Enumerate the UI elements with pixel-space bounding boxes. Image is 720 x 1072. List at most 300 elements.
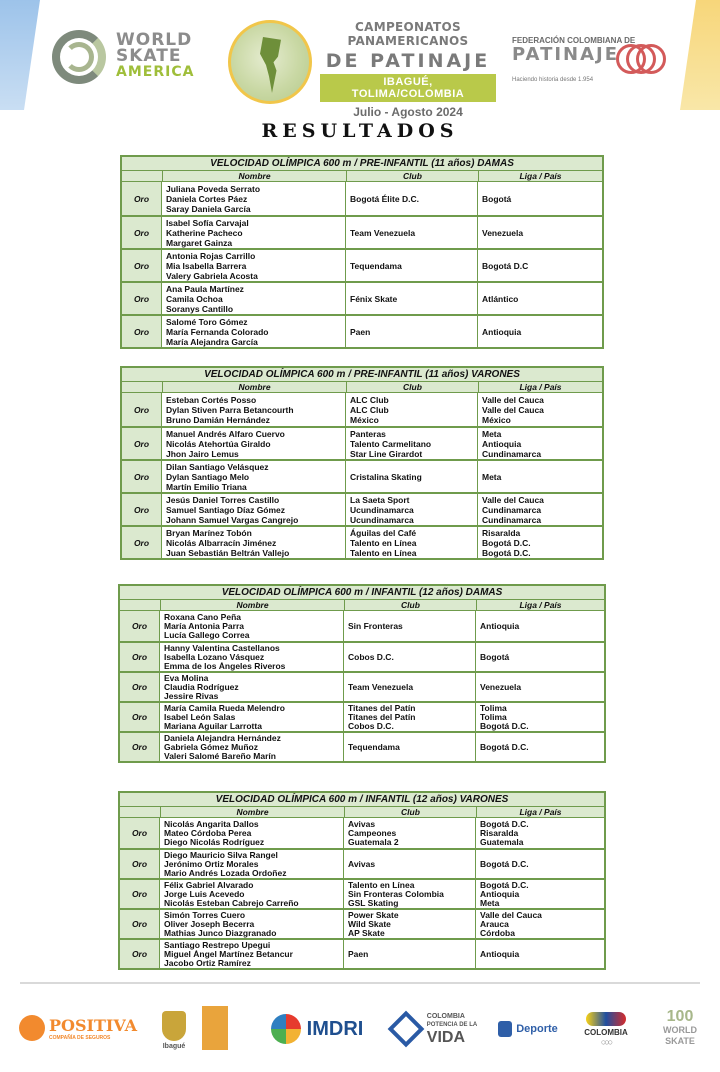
- club-name: ALC Club: [350, 404, 389, 415]
- federation-line2: PATINAJE: [512, 44, 620, 65]
- athlete-name: Mario Andrés Lozada Ordoñez: [164, 868, 287, 878]
- club-name: Talento en Línea: [348, 880, 415, 890]
- club-name-cell: [344, 850, 476, 878]
- liga-name: Antioquia: [480, 949, 520, 959]
- column-header-medal: [120, 600, 160, 610]
- athlete-name: Johann Samuel Vargas Cangrejo: [166, 514, 299, 525]
- liga-name: Bogotá D.C.: [480, 859, 529, 869]
- positiva-sub: COMPAÑÍA DE SEGUROS: [49, 1034, 111, 1041]
- medal-cell: Oro: [122, 182, 162, 215]
- liga-name: Antioquia: [482, 326, 522, 337]
- medal-cell: Oro: [120, 733, 160, 761]
- medal-cell: Oro: [120, 910, 160, 938]
- event-title-line1: CAMPEONATOS PANAMERICANOS: [347, 20, 469, 48]
- table-row: [120, 731, 604, 761]
- federation-line3: Haciendo historia desde 1.954: [512, 77, 594, 83]
- decorative-stripe-left: [0, 0, 40, 110]
- athlete-name: Dilan Santiago Velásquez: [166, 461, 269, 472]
- liga-name: Bogotá D.C.: [480, 721, 529, 731]
- athlete-name: Isabel León Salas: [164, 712, 236, 722]
- column-header-name: Nombre: [160, 807, 344, 817]
- club-name: Talento en Línea: [350, 537, 417, 548]
- liga-name-cell: [476, 880, 604, 908]
- athlete-name-cell: [162, 217, 346, 248]
- column-header-medal: [122, 382, 162, 392]
- athlete-name-cell: [160, 910, 344, 938]
- athlete-name: Mia Isabella Barrera: [166, 260, 247, 271]
- table-row: [122, 393, 602, 426]
- medal-cell: Oro: [122, 527, 162, 558]
- liga-name-cell: [478, 217, 602, 248]
- athlete-name: Jacobo Ortiz Ramírez: [164, 958, 251, 968]
- athlete-name: Gabriela Gómez Muñoz: [164, 742, 258, 752]
- event-location: IBAGUÉ, TOLIMA/COLOMBIA: [320, 74, 496, 102]
- athlete-name: Miguel Ángel Martínez Betancur: [164, 949, 293, 959]
- athlete-name: Mathias Junco Diazgranado: [164, 928, 277, 938]
- column-header-club: Club: [344, 807, 476, 817]
- athlete-name-cell: [160, 643, 344, 671]
- mindeporte-shield-icon: [498, 1021, 512, 1037]
- athlete-name: Dylan Stiven Parra Betancourth: [166, 404, 294, 415]
- liga-name: Venezuela: [482, 227, 524, 238]
- liga-name: Guatemala: [480, 837, 524, 847]
- results-table: [120, 366, 604, 560]
- athlete-name: Diego Nicolás Rodríguez: [164, 837, 265, 847]
- liga-name: Cundinamarca: [482, 504, 542, 515]
- vida-diamond-icon: [387, 1011, 424, 1048]
- club-name: Sin Fronteras Colombia: [348, 889, 444, 899]
- athlete-name: Jesús Daniel Torres Castillo: [166, 494, 280, 505]
- athlete-name-cell: [160, 673, 344, 701]
- club-name: Talento en Línea: [350, 547, 417, 558]
- alcaldia-name: Ibagué: [162, 1042, 186, 1050]
- athlete-name-cell: [162, 461, 346, 492]
- club-name: Cobos D.C.: [348, 652, 394, 662]
- liga-name: Risaralda: [480, 828, 519, 838]
- club-name: Star Line Girardot: [350, 448, 423, 459]
- table-column-header: [122, 382, 602, 393]
- table-column-header: [120, 807, 604, 818]
- liga-name: Bogotá D.C.: [480, 819, 529, 829]
- athlete-name-cell: [160, 850, 344, 878]
- athlete-name-cell: [160, 703, 344, 731]
- event-dates: Julio - Agosto 2024: [353, 105, 463, 119]
- liga-name: Bogotá D.C.: [480, 742, 529, 752]
- club-name: Bogotá Élite D.C.: [350, 193, 419, 204]
- athlete-name: Simón Torres Cuero: [164, 910, 246, 920]
- world-skate-america-logo: [52, 30, 210, 86]
- medal-cell: Oro: [120, 880, 160, 908]
- club-name-cell: [344, 703, 476, 731]
- column-header-name: Nombre: [162, 171, 346, 181]
- liga-name: Valle del Cauca: [482, 494, 544, 505]
- athlete-name: Bryan Marínez Tobón: [166, 527, 252, 538]
- table-title: VELOCIDAD OLÍMPICA 600 m / PRE-INFANTIL (11 años) VARONES: [122, 368, 602, 382]
- medal-cell: Oro: [122, 316, 162, 347]
- vida-line2: POTENCIA DE LA: [426, 1022, 478, 1028]
- liga-name-cell: [476, 910, 604, 938]
- club-name: Team Venezuela: [350, 227, 416, 238]
- column-header-liga: Liga / País: [476, 807, 604, 817]
- liga-name: Tolima: [480, 703, 507, 713]
- athlete-name: Diego Mauricio Silva Rangel: [164, 850, 278, 860]
- athlete-name: María Camila Rueda Melendro: [164, 703, 285, 713]
- federation-line1: FEDERACIÓN COLOMBIANA DE: [512, 36, 636, 45]
- liga-name: Valle del Cauca: [480, 910, 542, 920]
- club-name-cell: [346, 217, 478, 248]
- imdri-logo: [262, 1012, 372, 1046]
- athlete-name: Nicolás Angarita Dallos: [164, 819, 259, 829]
- ws100-line3: SKATE: [665, 1036, 695, 1046]
- club-name: Avivas: [348, 859, 376, 869]
- table-row: [122, 525, 602, 558]
- club-name-cell: [346, 527, 478, 558]
- club-name: AP Skate: [348, 928, 385, 938]
- liga-name: Cundinamarca: [482, 448, 542, 459]
- athlete-name: Isabella Lozano Vásquez: [164, 652, 265, 662]
- globe-emblem-icon: [228, 20, 312, 104]
- liga-name: Risaralda: [482, 527, 521, 538]
- athlete-name: Santiago Restrepo Upegui: [164, 940, 271, 950]
- liga-name-cell: [478, 250, 602, 281]
- liga-name-cell: [476, 673, 604, 701]
- athlete-name-cell: [162, 250, 346, 281]
- athlete-name: Dylan Santiago Melo: [166, 471, 250, 482]
- colombia-vida-logo: [392, 1012, 478, 1046]
- club-name: Campeones: [348, 828, 397, 838]
- medal-cell: Oro: [122, 250, 162, 281]
- liga-name-cell: [476, 940, 604, 968]
- athlete-name: Bruno Damián Hernández: [166, 414, 270, 425]
- athlete-name: Camila Ochoa: [166, 293, 223, 304]
- athlete-name: Hanny Valentina Castellanos: [164, 643, 280, 653]
- table-row: [122, 248, 602, 281]
- liga-name: Meta: [482, 428, 502, 439]
- liga-name: México: [482, 414, 511, 425]
- athlete-name: Nicolás Albarracín Jiménez: [166, 537, 277, 548]
- club-name: Avivas: [348, 819, 376, 829]
- column-header-name: Nombre: [160, 600, 344, 610]
- federation-rings-icon: [616, 44, 672, 74]
- club-name-cell: [344, 940, 476, 968]
- liga-name: Bogotá D.C: [482, 260, 529, 271]
- liga-name-cell: [478, 283, 602, 314]
- athlete-name-cell: [160, 818, 344, 848]
- liga-name-cell: [478, 527, 602, 558]
- club-name-cell: [344, 818, 476, 848]
- athlete-name: Jhon Jairo Lemus: [166, 448, 239, 459]
- club-name: Cristalina Skating: [350, 471, 422, 482]
- athlete-name: Antonia Rojas Carrillo: [166, 250, 256, 261]
- table-row: [120, 818, 604, 848]
- table-title: VELOCIDAD OLÍMPICA 600 m / PRE-INFANTIL (11 años) DAMAS: [122, 157, 602, 171]
- liga-name: Antioquia: [480, 621, 520, 631]
- liga-name: Bogotá D.C.: [482, 537, 531, 548]
- positiva-logo: [16, 1010, 140, 1046]
- club-name: Paen: [348, 949, 369, 959]
- column-header-club: Club: [346, 171, 478, 181]
- athlete-name: Claudia Rodríguez: [164, 682, 239, 692]
- liga-name-cell: [478, 461, 602, 492]
- athlete-name: Mateo Córdoba Perea: [164, 828, 252, 838]
- club-name-cell: [346, 461, 478, 492]
- liga-name: Bogotá D.C.: [480, 880, 529, 890]
- athlete-name-cell: [160, 880, 344, 908]
- club-name: Guatemala 2: [348, 837, 399, 847]
- club-name: ALC Club: [350, 394, 389, 405]
- page-header: [0, 0, 720, 119]
- ibague-shield-icon: [162, 1011, 186, 1041]
- liga-name-cell: [478, 316, 602, 347]
- colombia-olympic-logo: [578, 1008, 634, 1050]
- club-name: Panteras: [350, 428, 386, 439]
- event-title-line2: DE PATINAJE: [325, 50, 491, 72]
- club-name-cell: [346, 393, 478, 426]
- athlete-name: Emma de los Ángeles Riveros: [164, 661, 286, 671]
- club-name: Power Skate: [348, 910, 399, 920]
- medal-cell: Oro: [120, 940, 160, 968]
- ws100-line1: 100: [666, 1008, 694, 1025]
- table-row: [120, 908, 604, 938]
- ws100-line2: WORLD: [663, 1025, 697, 1035]
- athlete-name: Isabel Sofía Carvajal: [166, 217, 249, 228]
- athlete-name: Roxana Cano Peña: [164, 612, 241, 622]
- medal-cell: Oro: [120, 611, 160, 641]
- liga-name: Córdoba: [480, 928, 515, 938]
- vida-line1: COLOMBIA: [426, 1013, 465, 1020]
- athlete-name: Ana Paula Martínez: [166, 283, 244, 294]
- table-row: [122, 426, 602, 459]
- medal-cell: Oro: [122, 393, 162, 426]
- table-row: [122, 492, 602, 525]
- athlete-name: Esteban Cortés Posso: [166, 394, 257, 405]
- table-row: [122, 314, 602, 347]
- club-name-cell: [344, 673, 476, 701]
- club-name-cell: [344, 910, 476, 938]
- table-body: [120, 611, 604, 761]
- athlete-name: María Alejandra García: [166, 336, 258, 347]
- table-body: [122, 393, 602, 558]
- column-header-liga: Liga / País: [478, 382, 602, 392]
- mindeporte-logo: [496, 1018, 560, 1040]
- medal-cell: Oro: [122, 428, 162, 459]
- athlete-name-cell: [160, 940, 344, 968]
- table-row: [120, 848, 604, 878]
- club-name-cell: [346, 182, 478, 215]
- column-header-name: Nombre: [162, 382, 346, 392]
- table-row: [122, 459, 602, 492]
- club-name: Paen: [350, 326, 371, 337]
- table-row: [120, 611, 604, 641]
- vida-line3: VIDA: [426, 1029, 465, 1046]
- medal-cell: Oro: [120, 673, 160, 701]
- athlete-name: Eva Molina: [164, 673, 209, 683]
- athlete-name: Jerónimo Ortiz Morales: [164, 859, 259, 869]
- athlete-name: Salomé Toro Gómez: [166, 316, 248, 327]
- liga-name-cell: [478, 393, 602, 426]
- liga-name: Bogotá: [480, 652, 510, 662]
- club-name: México: [350, 414, 379, 425]
- column-header-club: Club: [344, 600, 476, 610]
- liga-name-cell: [476, 850, 604, 878]
- alcaldia-ibague-logo: [156, 1004, 192, 1056]
- table-body: [120, 818, 604, 968]
- club-name: Titanes del Patín: [348, 712, 416, 722]
- athlete-name-cell: [162, 393, 346, 426]
- athlete-name: Saray Daniela García: [166, 203, 251, 214]
- liga-name-cell: [478, 428, 602, 459]
- athlete-name: Oliver Joseph Becerra: [164, 919, 255, 929]
- ws-logo-line3: AMERICA: [116, 64, 195, 80]
- liga-name-cell: [476, 643, 604, 671]
- liga-name: Valle del Cauca: [482, 404, 544, 415]
- club-name: Ucundinamarca: [350, 504, 414, 515]
- column-header-club: Club: [346, 382, 478, 392]
- club-name: La Saeta Sport: [350, 494, 410, 505]
- athlete-name-cell: [162, 283, 346, 314]
- athlete-name: Manuel Andrés Alfaro Cuervo: [166, 428, 285, 439]
- decorative-stripe-right: [680, 0, 720, 110]
- club-name-cell: [344, 611, 476, 641]
- table-row: [120, 671, 604, 701]
- liga-name: Antioquia: [480, 889, 520, 899]
- table-row: [120, 938, 604, 968]
- medal-cell: Oro: [122, 494, 162, 525]
- liga-name: Meta: [480, 898, 500, 908]
- colombia-flag-wave-icon: [586, 1012, 626, 1026]
- athlete-name: Daniela Alejandra Hernández: [164, 733, 281, 743]
- results-table: [118, 791, 606, 970]
- medal-cell: Oro: [120, 703, 160, 731]
- club-name: Tequendama: [350, 260, 402, 271]
- medal-cell: Oro: [122, 217, 162, 248]
- results-table: [120, 155, 604, 349]
- liga-name-cell: [478, 182, 602, 215]
- club-name: Ucundinamarca: [350, 514, 414, 525]
- table-body: [122, 182, 602, 347]
- liga-name: Meta: [482, 471, 502, 482]
- athlete-name-cell: [160, 733, 344, 761]
- imdri-name: IMDRI: [306, 1017, 364, 1040]
- club-name: Tequendama: [348, 742, 400, 752]
- medal-cell: Oro: [122, 461, 162, 492]
- medal-cell: Oro: [120, 850, 160, 878]
- club-name-cell: [346, 250, 478, 281]
- liga-name: Venezuela: [480, 682, 522, 692]
- athlete-name: Katherine Pacheco: [166, 227, 243, 238]
- athlete-name: Jorge Luis Acevedo: [164, 889, 245, 899]
- event-title: [320, 20, 496, 119]
- club-name-cell: [344, 880, 476, 908]
- club-name-cell: [346, 316, 478, 347]
- colombia-name: COLOMBIA: [584, 1027, 628, 1037]
- olympic-rings-icon: ○○○: [600, 1036, 612, 1047]
- ws-logo-line2: SKATE: [116, 46, 182, 66]
- medal-cell: Oro: [120, 643, 160, 671]
- liga-name: Valle del Cauca: [482, 394, 544, 405]
- club-name: Fénix Skate: [350, 293, 398, 304]
- footer-divider: [20, 982, 700, 984]
- world-skate-100-logo: [656, 1006, 704, 1050]
- results-table: [118, 584, 606, 763]
- imdri-flower-icon: [271, 1014, 301, 1044]
- ibague-music-logo-icon: [202, 1006, 228, 1050]
- liga-name-cell: [476, 818, 604, 848]
- club-name: Águilas del Café: [350, 527, 417, 538]
- athlete-name: Daniela Cortes Páez: [166, 193, 248, 204]
- athlete-name: Samuel Santiago Díaz Gómez: [166, 504, 286, 515]
- athlete-name: Juliana Poveda Serrato: [166, 183, 261, 194]
- athlete-name: Martín Emilio Triana: [166, 481, 247, 492]
- athlete-name: María Antonia Parra: [164, 621, 244, 631]
- club-name: Wild Skate: [348, 919, 391, 929]
- liga-name: Arauca: [480, 919, 509, 929]
- athlete-name: Nicolás Esteban Cabrejo Carreño: [164, 898, 299, 908]
- club-name: Cobos D.C.: [348, 721, 394, 731]
- athlete-name: Mariana Aguilar Larrotta: [164, 721, 262, 731]
- club-name-cell: [346, 428, 478, 459]
- athlete-name-cell: [160, 611, 344, 641]
- athlete-name: Jessire Rivas: [164, 691, 219, 701]
- athlete-name: Félix Gabriel Alvarado: [164, 880, 254, 890]
- positiva-name: POSITIVA: [49, 1015, 137, 1035]
- table-title: VELOCIDAD OLÍMPICA 600 m / INFANTIL (12 años) DAMAS: [120, 586, 604, 600]
- table-row: [120, 701, 604, 731]
- club-name-cell: [344, 643, 476, 671]
- club-name: Titanes del Patín: [348, 703, 416, 713]
- column-header-liga: Liga / País: [478, 171, 602, 181]
- athlete-name: Nicolás Atehortúa Giraldo: [166, 438, 271, 449]
- club-name: GSL Skating: [348, 898, 399, 908]
- athlete-name: Juan Sebastián Beltrán Vallejo: [166, 547, 290, 558]
- table-row: [122, 281, 602, 314]
- table-row: [120, 878, 604, 908]
- athlete-name: Lucía Gallego Correa: [164, 630, 250, 640]
- club-name-cell: [346, 494, 478, 525]
- results-title: RESULTADOS: [261, 120, 459, 142]
- liga-name: Bogotá D.C.: [482, 547, 531, 558]
- club-name: Team Venezuela: [348, 682, 414, 692]
- athlete-name: Valery Gabriela Acosta: [166, 270, 258, 281]
- positiva-circle-icon: [19, 1015, 45, 1041]
- athlete-name-cell: [162, 494, 346, 525]
- athlete-name-cell: [162, 182, 346, 215]
- table-column-header: [122, 171, 602, 182]
- athlete-name-cell: [162, 527, 346, 558]
- table-row: [122, 182, 602, 215]
- americas-map-icon: [257, 37, 287, 93]
- ws-logo-line1: WORLD: [116, 30, 193, 50]
- liga-name-cell: [476, 611, 604, 641]
- column-header-medal: [122, 171, 162, 181]
- medal-cell: Oro: [122, 283, 162, 314]
- table-row: [120, 641, 604, 671]
- athlete-name-cell: [162, 316, 346, 347]
- liga-name: Bogotá: [482, 193, 512, 204]
- liga-name-cell: [478, 494, 602, 525]
- athlete-name: Valeri Salomé Bareño Marín: [164, 751, 276, 761]
- column-header-liga: Liga / País: [476, 600, 604, 610]
- column-header-medal: [120, 807, 160, 817]
- world-skate-inner-ring-icon: [64, 42, 94, 72]
- liga-name: Tolima: [480, 712, 507, 722]
- club-name: Sin Fronteras: [348, 621, 403, 631]
- club-name: Talento Carmelitano: [350, 438, 432, 449]
- table-column-header: [120, 600, 604, 611]
- athlete-name: Soranys Cantillo: [166, 303, 234, 314]
- liga-name-cell: [476, 733, 604, 761]
- athlete-name: María Fernanda Colorado: [166, 326, 269, 337]
